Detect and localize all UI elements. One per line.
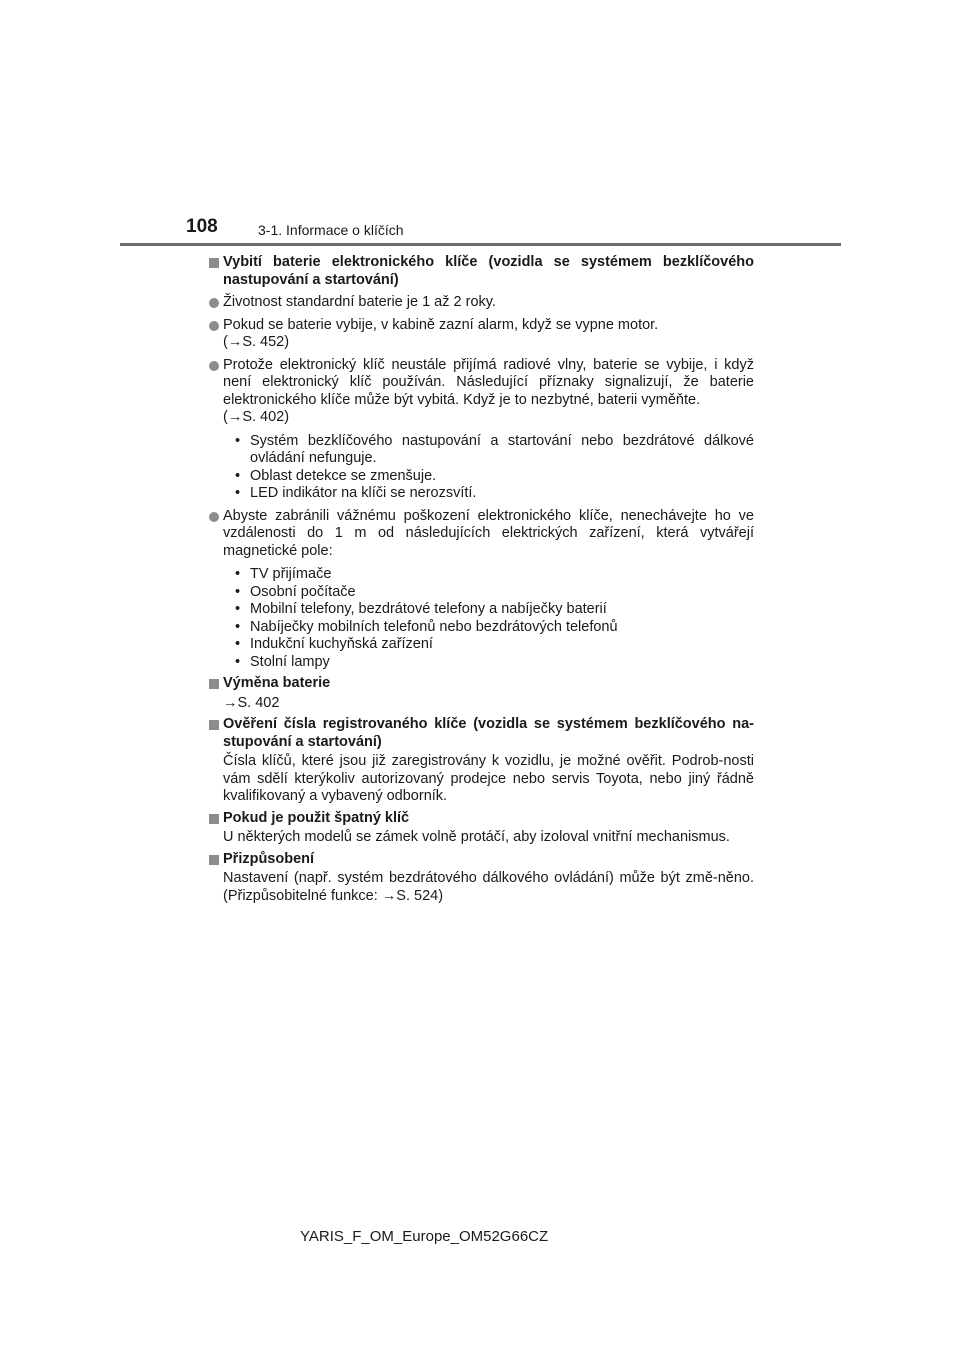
- sub-list-item: [223, 433, 754, 468]
- sub-list-text: LED indikátor na klíči se nerozsvítí.: [250, 485, 477, 501]
- section-heading: Pokud je použit špatný klíč: [223, 809, 410, 826]
- sub-bullet-marker: •: [235, 485, 241, 501]
- section-heading: Přizpůsobení: [223, 850, 315, 867]
- section-block: [208, 254, 754, 671]
- bullet-text: Životnost standardní baterie je 1 až 2 roky.: [223, 294, 496, 310]
- circle-bullet-icon: [209, 298, 219, 308]
- bullet-item: [208, 508, 754, 672]
- sub-list: [223, 566, 754, 671]
- sub-bullet-marker: •: [235, 601, 241, 617]
- sub-list: [223, 433, 754, 503]
- sub-list-text: Oblast detekce se zmenšuje.: [250, 467, 437, 484]
- sub-list-item: [223, 584, 754, 602]
- page-reference: (→S. 452): [223, 334, 290, 350]
- sub-bullet-marker: •: [235, 618, 241, 635]
- section-block: [208, 675, 754, 712]
- bullet-item: [208, 294, 754, 312]
- section-text: U některých modelů se zámek volně protáčí, aby izoloval vnitřní mechanismus.: [223, 829, 730, 845]
- page-number: 108: [186, 216, 218, 237]
- circle-bullet-icon: [209, 361, 219, 371]
- bullet-text: Protože elektronický klíč neustále přijímá radiové vlny, baterie se vybije, i když není elektronický klíč používán. Následující příznaky signalizují, že baterie elektronického klíče může být vybitá. Když je to nezbytné, baterii vyměňte.: [223, 356, 754, 408]
- section-block: [208, 810, 754, 847]
- section-text: Čísla klíčů, které jsou již zaregistrovány k vozidlu, je možné ověřit. Podrob-nosti vám sdělí kterýkoliv autorizovaný prodejce nebo servis Toyota, nebo jiný řádně kvalifikovaný a vybavený odborník.: [223, 753, 754, 804]
- sub-list-item: [223, 619, 754, 637]
- footer-code: YARIS_F_OM_Europe_OM52G66CZ: [300, 1228, 549, 1245]
- sub-list-text: Systém bezklíčového nastupování a startování nebo bezdrátové dálkové ovládání nefunguje.: [250, 432, 754, 466]
- square-bullet-icon: [209, 720, 219, 730]
- sub-list-item: [223, 601, 754, 619]
- circle-bullet-icon: [209, 512, 219, 522]
- section-block: [208, 716, 754, 806]
- sub-list-text: TV přijímače: [250, 566, 332, 582]
- sub-bullet-marker: •: [235, 636, 241, 652]
- sub-list-text: Mobilní telefony, bezdrátové telefony a nabíječky baterií: [250, 601, 607, 617]
- circle-bullet-icon: [209, 321, 219, 331]
- sub-list-text: Indukční kuchyňská zařízení: [250, 636, 433, 652]
- sub-bullet-marker: •: [235, 566, 241, 582]
- sub-list-item: [223, 636, 754, 654]
- bullet-text: Pokud se baterie vybije, v kabině zazní alarm, když se vypne motor.: [223, 316, 659, 333]
- section-text: →S. 402: [223, 694, 280, 711]
- sub-bullet-marker: •: [235, 432, 241, 449]
- page-reference: (→S. 402): [223, 409, 290, 425]
- section-heading: Ověření čísla registrovaného klíče (vozidla se systémem bezklíčového na-stupování a startování): [223, 716, 754, 750]
- sub-bullet-marker: •: [235, 583, 241, 600]
- bullet-item: [208, 357, 754, 503]
- sub-list-text: Nabíječky mobilních telefonů nebo bezdrátových telefonů: [250, 618, 618, 635]
- section-heading: Vybití baterie elektronického klíče (vozidla se systémem bezklíčového nastupování a startování): [223, 254, 754, 288]
- header-rule: [120, 243, 841, 246]
- sub-list-text: Osobní počítače: [250, 583, 356, 600]
- square-bullet-icon: [209, 855, 219, 865]
- sub-list-item: [223, 485, 754, 503]
- section-text: Nastavení (např. systém bezdrátového dálkového ovládání) může být změ-něno. (Přizpůsobitelné funkce: →S. 524): [223, 870, 754, 904]
- bullet-text: Abyste zabránili vážnému poškození elektronického klíče, nenechávejte ho ve vzdálenosti do 1 m od následujících elektrických zařízení, která vytvářejí magnetické pole:: [223, 507, 754, 559]
- section-title: 3-1. Informace o klíčích: [258, 222, 404, 238]
- content: [208, 254, 754, 909]
- sub-list-item: [223, 566, 754, 584]
- sub-list-text: Stolní lampy: [250, 653, 330, 670]
- section-block: [208, 851, 754, 906]
- square-bullet-icon: [209, 679, 219, 689]
- square-bullet-icon: [209, 258, 219, 268]
- section-heading: Výměna baterie: [223, 675, 331, 691]
- sub-list-item: [223, 468, 754, 486]
- sub-list-item: [223, 654, 754, 672]
- square-bullet-icon: [209, 814, 219, 824]
- sub-bullet-marker: •: [235, 467, 241, 484]
- sub-bullet-marker: •: [235, 653, 241, 670]
- bullet-item: [208, 317, 754, 352]
